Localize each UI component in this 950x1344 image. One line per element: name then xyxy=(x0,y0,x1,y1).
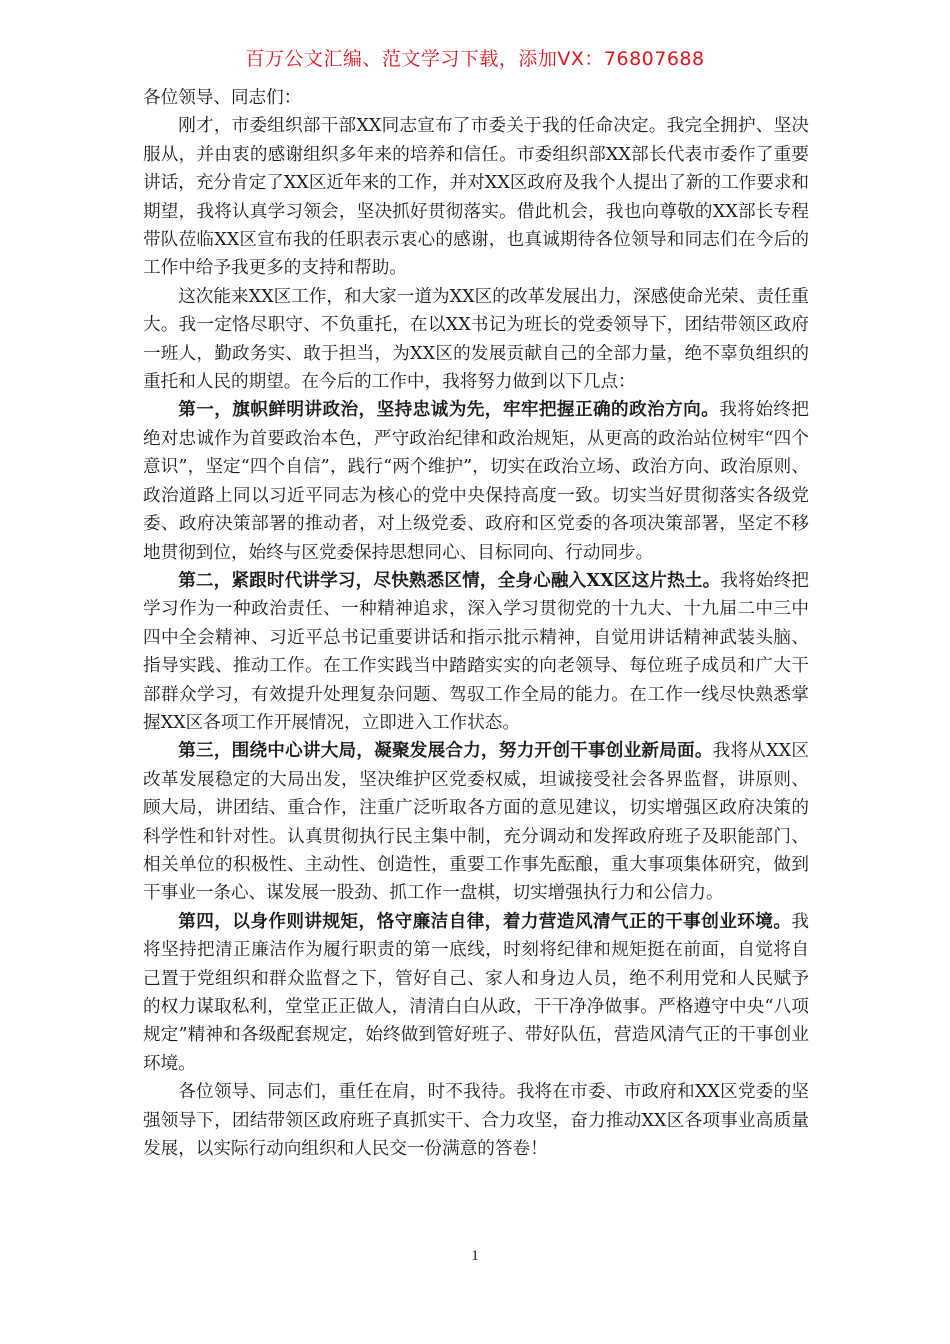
paragraph-text: 我将坚持把清正廉洁作为履行职责的第一底线，时刻将纪律和规矩挺在前面，自觉将自己置于党组织和群众监督之下，管好自己、家人和身边人员，绝不利用党和人民赋予的权力谋取私利，堂堂正正做人，清清白白从政，干干净净做事。严格遵守中央“八项规定”精神和各级配套规定，始终做到管好班子、带好队伍，营造风清气正的干事创业环境。 xyxy=(143,911,809,1074)
paragraph-text: 刚才，市委组织部干部XX同志宣布了市委关于我的任命决定。我完全拥护、坚决服从，并由衷的感谢组织多年来的培养和信任。市委组织部XX部长代表市委作了重要讲话，充分肯定了XX区近年来的工作，并对XX区政府及我个人提出了新的工作要求和期望，我将认真学习领会，坚决抓好贯彻落实。借此机会，我也向尊敬的XX部长专程带队莅临XX区宣布我的任职表示衷心的感谢，也真诚期待各位领导和同志们在今后的工作中给予我更多的支持和帮助。 xyxy=(143,116,809,279)
paragraph-closing xyxy=(143,1078,809,1163)
paragraph-1 xyxy=(143,112,809,282)
paragraph-point-1 xyxy=(143,396,809,566)
paragraph-lead: 第二，紧跟时代讲学习，尽快熟悉区情，全身心融入XX区这片热土。 xyxy=(178,569,721,591)
paragraph-point-2 xyxy=(143,567,809,737)
salutation: 各位领导、同志们： xyxy=(143,88,302,108)
paragraph-text: 我将始终把绝对忠诚作为首要政治本色，严守政治纪律和政治规矩，从更高的政治站位树牢“四个意识”，坚定“四个自信”，践行“两个维护”，切实在政治立场、政治方向、政治原则、政治道路上同以习近平同志为核心的党中央保持高度一致。切实当好贯彻落实各级党委、政府决策部署的推动者，对上级党委、政府和区党委的各项决策部署，坚定不移地贯彻到位，始终与区党委保持思想同心、目标同向、行动同步。 xyxy=(143,400,809,563)
paragraph-text: 我将从XX区改革发展稳定的大局出发，坚决维护区党委权威，坦诚接受社会各界监督，讲原则、顾大局，讲团结、重合作，注重广泛听取各方面的意见建议，切实增强区政府决策的科学性和针对性。认真贯彻执行民主集中制，充分调动和发挥政府班子及职能部门、相关单位的积极性、主动性、创造性，重要工作事先酝酿，重大事项集体研究，做到干事业一条心、谋发展一股劲、抓工作一盘棋，切实增强执行力和公信力。 xyxy=(143,741,809,904)
paragraph-text: 我将始终把学习作为一种政治责任、一种精神追求，深入学习贯彻党的十九大、十九届二中三中四中全会精神、习近平总书记重要讲话和指示批示精神，自觉用讲话精神武装头脑、指导实践、推动工作。在工作实践当中踏踏实实的向老领导、每位班子成员和广大干部群众学习，有效提升处理复杂问题、驾驭工作全局的能力。在工作一线尽快熟悉掌握XX区各项工作开展情况，立即进入工作状态。 xyxy=(143,570,809,733)
watermark-banner: 百万公文汇编、范文学习下载，添加VX：76807688 xyxy=(245,48,705,70)
paragraph-2 xyxy=(143,283,809,397)
page-number: 1 xyxy=(471,1248,479,1264)
paragraph-point-4 xyxy=(143,908,809,1078)
paragraph-text: 各位领导、同志们，重任在肩，时不我待。我将在市委、市政府和XX区党委的坚强领导下，团结带领区政府班子真抓实干、合力攻坚，奋力推动XX区各项事业高质量发展，以实际行动向组织和人民交一份满意的答卷！ xyxy=(143,1082,809,1160)
document-body xyxy=(143,84,809,1163)
paragraph-text: 这次能来XX区工作，和大家一道为XX区的改革发展出力，深感使命光荣、责任重大。我一定恪尽职守、不负重托，在以XX书记为班长的党委领导下，团结带领区政府一班人，勤政务实、敢于担当，为XX区的发展贡献自己的全部力量，绝不辜负组织的重托和人民的期望。在今后的工作中，我将努力做到以下几点： xyxy=(143,286,809,393)
paragraph-point-3 xyxy=(143,737,809,907)
paragraph-lead: 第四，以身作则讲规矩，恪守廉洁自律，着力营造风清气正的干事创业环境。 xyxy=(178,910,792,932)
paragraph-lead: 第一，旗帜鲜明讲政治，坚持忠诚为先，牢牢把握正确的政治方向。 xyxy=(178,399,720,421)
paragraph-lead: 第三，围绕中心讲大局，凝聚发展合力，努力开创干事创业新局面。 xyxy=(178,740,713,762)
